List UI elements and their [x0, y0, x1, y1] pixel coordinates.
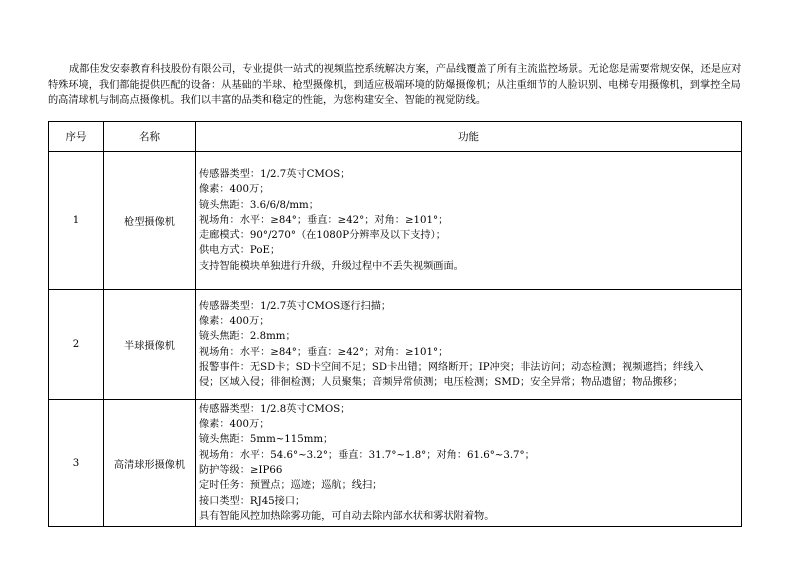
func-line: 像素：400万； — [199, 315, 270, 327]
func-line: 镜头焦距：5mm~115mm； — [199, 434, 334, 446]
func-line: 防护等级：≥IP66 — [199, 465, 283, 476]
row-num: 1 — [49, 152, 104, 290]
func-line: 像素：400万； — [199, 419, 270, 431]
func-line: 镜头焦距：3.6/6/8/mm； — [199, 199, 319, 211]
row-func — [196, 152, 742, 290]
func-line: 具有智能风控加热除雾功能，可自动去除内部水状和雾状附着物。 — [199, 510, 495, 522]
row-name: 枪型摄像机 — [104, 152, 196, 290]
row-name: 半球摄像机 — [104, 290, 196, 400]
header-func: 功能 — [196, 122, 742, 152]
func-line: 供电方式：PoE； — [199, 245, 281, 257]
func-line: 定时任务：预置点；巡迹；巡航；线扫； — [199, 480, 383, 492]
header-num: 序号 — [49, 122, 104, 152]
func-line: 视场角：水平：54.6°~3.2°；垂直：31.7°~1.8°；对角：61.6°~3.7°； — [199, 449, 535, 461]
row-num: 3 — [49, 400, 104, 527]
func-line: 侵；区域入侵；徘徊检测；人员聚集；音频异常侦测；电压检测；SMD；安全异常；物品遗留；物品搬移； — [199, 377, 684, 389]
row-num: 2 — [49, 290, 104, 400]
camera-spec-table — [48, 121, 742, 527]
func-line: 传感器类型：1/2.7英寸CMOS逐行扫描； — [199, 300, 392, 312]
row-func — [196, 290, 742, 400]
table-row — [49, 290, 742, 400]
header-name: 名称 — [104, 122, 196, 152]
func-line: 传感器类型：1/2.8英寸CMOS； — [199, 403, 351, 415]
func-line: 视场角：水平：≥84°；垂直：≥42°；对角：≥101°； — [199, 214, 449, 226]
func-line: 镜头焦距：2.8mm； — [199, 331, 296, 343]
table-row — [49, 152, 742, 290]
func-line: 接口类型：RJ45接口； — [199, 495, 306, 507]
row-func — [196, 400, 742, 527]
row-name: 高清球形摄像机 — [104, 400, 196, 527]
func-line: 像素：400万； — [199, 184, 270, 196]
intro-paragraph: 成都佳发安泰教育科技股份有限公司，专业提供一站式的视频监控系统解决方案，产品线覆盖了所有主流监控场景。无论您是需要常规安保，还是应对特殊环境，我们都能提供匹配的设备：从基础的半球、枪型摄像机，到适应极端环境的防爆摄像机；从注重细节的人脸识别、电梯专用摄像机，到掌控全局的高清球机与制高点摄像机。我们以丰富的品类和稳定的性能，为您构建安全、智能的视觉防线。 — [48, 64, 742, 106]
func-line: 走廊模式：90°/270°（在1080P分辨率及以下支持）； — [199, 230, 446, 242]
table-row — [49, 400, 742, 527]
func-line: 报警事件：无SD卡；SD卡空间不足；SD卡出错；网络断开；IP冲突；非法访问；动态检测；视频遮挡；绊线入 — [199, 361, 704, 373]
table-header-row — [49, 122, 742, 152]
func-line: 支持智能模块单独进行升级，升级过程中不丢失视频画面。 — [199, 260, 464, 272]
func-line: 传感器类型：1/2.7英寸CMOS； — [199, 168, 351, 180]
func-line: 视场角：水平：≥84°；垂直：≥42°；对角：≥101°； — [199, 346, 449, 358]
